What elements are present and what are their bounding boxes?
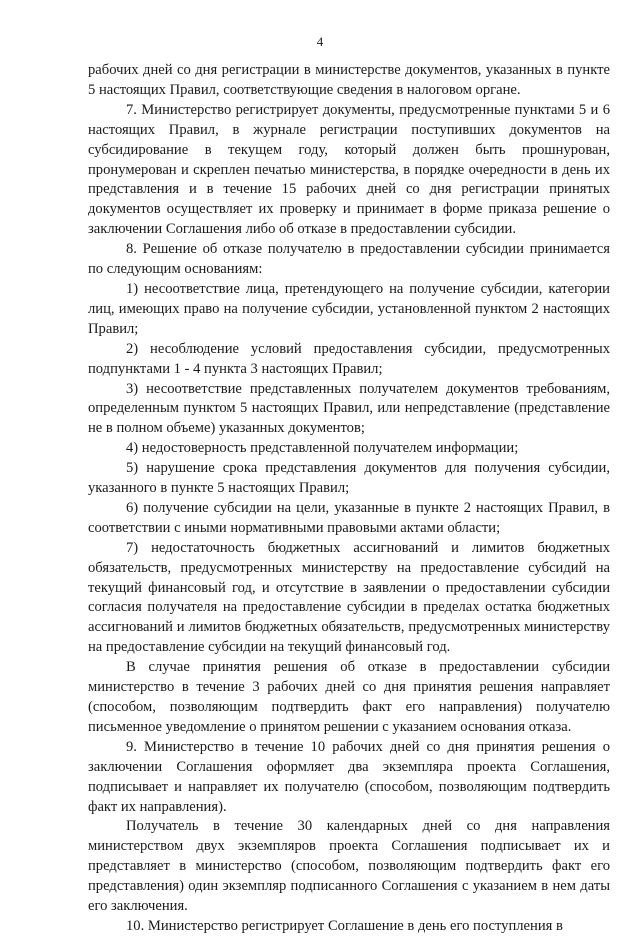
- subitem-2: 2) несоблюдение условий предоставления субсидии, предусмотренных подпунктами 1 - 4 пункта 3 настоящих Правил;: [88, 340, 610, 377]
- document-body: [88, 61, 610, 937]
- paragraph-continuation: рабочих дней со дня регистрации в министерстве документов, указанных в пункте 5 настоящих Правил, соответствующие сведения в налоговом органе.: [88, 62, 610, 98]
- paragraph-item-7: 7. Министерство регистрирует документы, предусмотренные пунктами 5 и 6 настоящих Правил, в журнале регистрации поступивших документов на субсидирование в текущем году, который должен быть прошнурован, пронумерован и скреплен печатью министерства, в порядке очередности в день их представления и в течение 15 рабочих дней со дня регистрации принятых документов осуществляет их проверку и принимает в форме приказа решение о заключении Соглашения либо об отказе в предоставлении субсидии.: [88, 101, 610, 238]
- subitem-1: 1) несоответствие лица, претендующего на получение субсидии, категории лиц, имеющих право на получение субсидии, установленной пунктом 2 настоящих Правил;: [88, 280, 610, 337]
- subitem-3: 3) несоответствие представленных получателем документов требованиям, определенным пунктом 5 настоящих Правил, или непредставление (представление не в полном объеме) указанных документов;: [88, 380, 610, 437]
- subitem-6: 6) получение субсидии на цели, указанные в пункте 2 настоящих Правил, в соответствии с иными нормативными правовыми актами области;: [88, 499, 610, 536]
- subitem-7: 7) недостаточность бюджетных ассигнований и лимитов бюджетных обязательств, предусмотренных министерству на предоставление субсидий на текущий финансовый год, и отсутствие в заявлении о предоставлении субсидии согласия получателя на предоставление субсидии в пределах остатка бюджетных ассигнований и лимитов бюджетных обязательств, предусмотренных министерству на предоставление субсидии на текущий финансовый год.: [88, 539, 610, 656]
- paragraph-item-8: 8. Решение об отказе получателю в предоставлении субсидии принимается по следующим основаниям:: [88, 241, 610, 278]
- paragraph-refusal-notice: В случае принятия решения об отказе в предоставлении субсидии министерство в течение 3 рабочих дней со дня принятия решения направляет (способом, позволяющим подтвердить факт его направления) получателю письменное уведомление о принятом решении с указанием основания отказа.: [88, 659, 610, 735]
- paragraph-recipient-signing: Получатель в течение 30 календарных дней со дня направления министерством двух экземпляров проекта Соглашения подписывает их и представляет в министерство (способом, позволяющим подтвердить факт его представления) один экземпляр подписанного Соглашения с указанием в нем даты его заключения.: [88, 818, 610, 915]
- subitem-5: 5) нарушение срока представления документов для получения субсидии, указанного в пункте 5 настоящих Правил;: [88, 460, 610, 497]
- paragraph-item-10: 10. Министерство регистрирует Соглашение в день его поступления в: [126, 917, 563, 934]
- page-number: 4: [316, 34, 324, 49]
- subitem-4: 4) недостоверность представленной получателем информации;: [126, 440, 519, 457]
- paragraph-item-9: 9. Министерство в течение 10 рабочих дней со дня принятия решения о заключении Соглашения оформляет два экземпляра проекта Соглашения, подписывает и направляет их получателю (способом, позволяющим подтвердить факт их направления).: [88, 738, 610, 815]
